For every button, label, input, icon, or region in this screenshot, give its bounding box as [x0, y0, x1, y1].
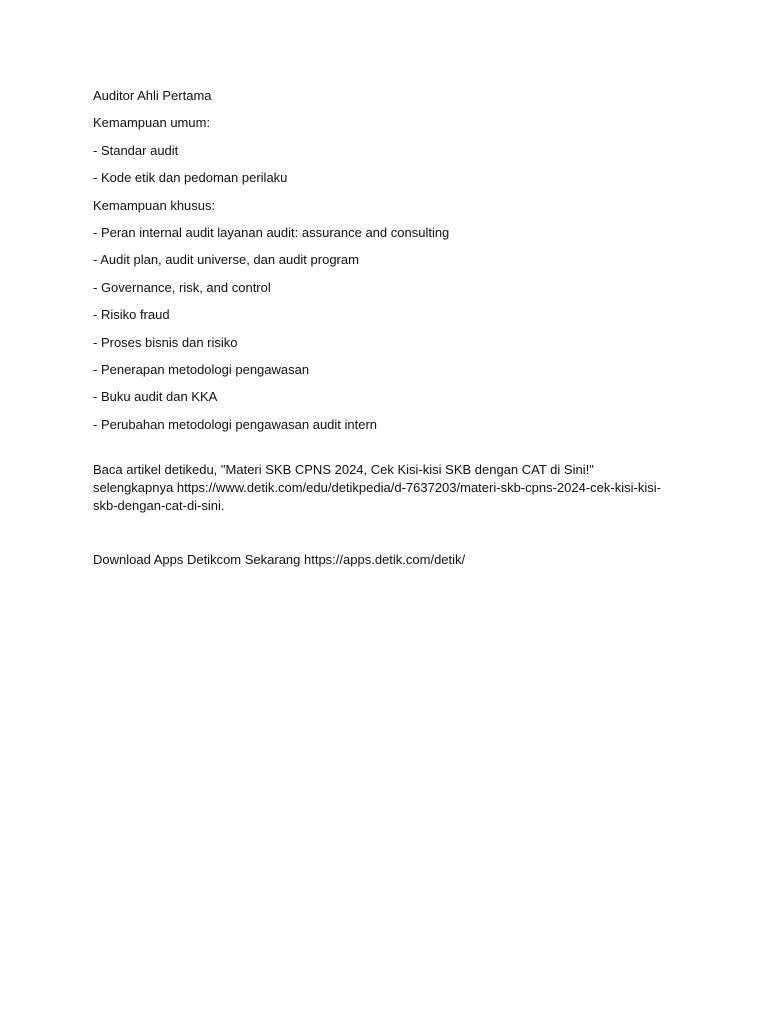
- download-app-note: Download Apps Detikcom Sekarang https://apps.detik.com/detik/: [93, 552, 466, 568]
- specific-skill-item: - Perubahan metodologi pengawasan audit intern: [93, 416, 378, 432]
- specific-skill-item: - Buku audit dan KKA: [93, 389, 218, 405]
- specific-skills-heading: Kemampuan khusus:: [93, 197, 216, 213]
- specific-skill-item: - Peran internal audit layanan audit: assurance and consulting: [93, 224, 450, 240]
- specific-skill-item: - Audit plan, audit universe, dan audit program: [93, 252, 359, 268]
- document-body: [93, 86, 673, 569]
- general-skills-heading: Kemampuan umum:: [93, 115, 211, 131]
- specific-skill-item: - Risiko fraud: [93, 307, 170, 323]
- article-source-note: Baca artikel detikedu, "Materi SKB CPNS 2024, Cek Kisi-kisi SKB dengan CAT di Sini!" selengkapnya https://www.detik.com/edu/detikpedia/d-7637203/materi-skb-cpns-2024-cek-kisi-kisi-skb-dengan-cat-di-sini.: [93, 462, 661, 514]
- specific-skill-item: - Proses bisnis dan risiko: [93, 334, 238, 350]
- general-skill-item: - Standar audit: [93, 142, 179, 158]
- specific-skill-item: - Penerapan metodologi pengawasan: [93, 361, 310, 377]
- document-title: Auditor Ahli Pertama: [93, 88, 212, 103]
- specific-skill-item: - Governance, risk, and control: [93, 279, 271, 295]
- general-skill-item: - Kode etik dan pedoman perilaku: [93, 170, 288, 186]
